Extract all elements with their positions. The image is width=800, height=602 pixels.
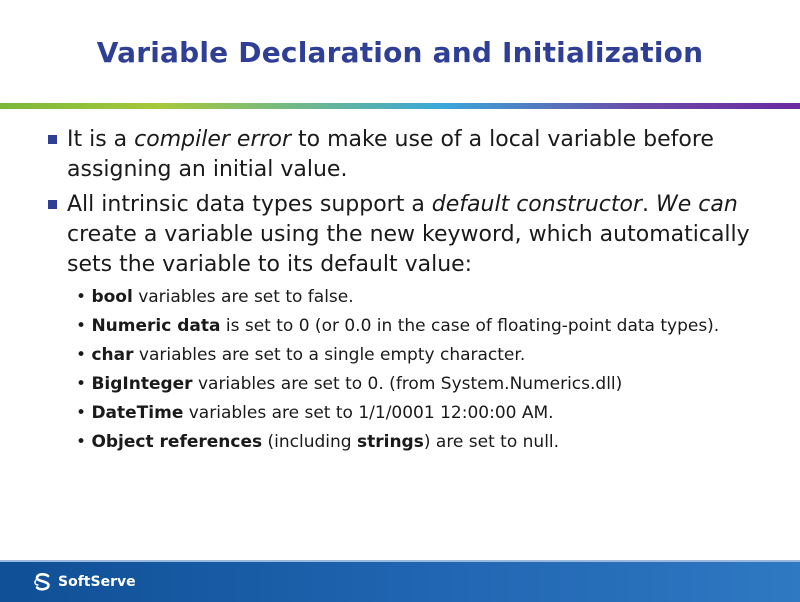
footer-bar [0, 560, 800, 602]
subbullet-bool: • bool variables are set to false. [76, 287, 354, 307]
subbullet-biginteger: • BigInteger variables are set to 0. (from System.Numerics.dll) [76, 374, 623, 394]
title-divider [0, 103, 800, 109]
subbullet-datetime: • DateTime variables are set to 1/1/0001 12:00:00 AM. [76, 403, 554, 423]
square-bullet-icon [48, 135, 57, 144]
softserve-logo-icon [32, 571, 54, 593]
bullet-2: All intrinsic data types support a default constructor. We can create a variable using the new keyword, which automatically sets the variable to its default value: [48, 190, 778, 280]
softserve-logo [32, 571, 136, 593]
slide-title: Variable Declaration and Initialization [96, 36, 704, 69]
softserve-logo-text: SoftServe [58, 574, 136, 590]
slide-content [48, 125, 778, 459]
subbullet-object-references: • Object references (including strings) are set to null. [76, 432, 560, 452]
subbullet-numeric: • Numeric data is set to 0 (or 0.0 in the case of floating-point data types). [76, 316, 720, 336]
square-bullet-icon [48, 200, 57, 209]
subbullet-char: • char variables are set to a single empty character. [76, 345, 526, 365]
bullet-1: It is a compiler error to make use of a local variable before assigning an initial value. [48, 125, 778, 185]
